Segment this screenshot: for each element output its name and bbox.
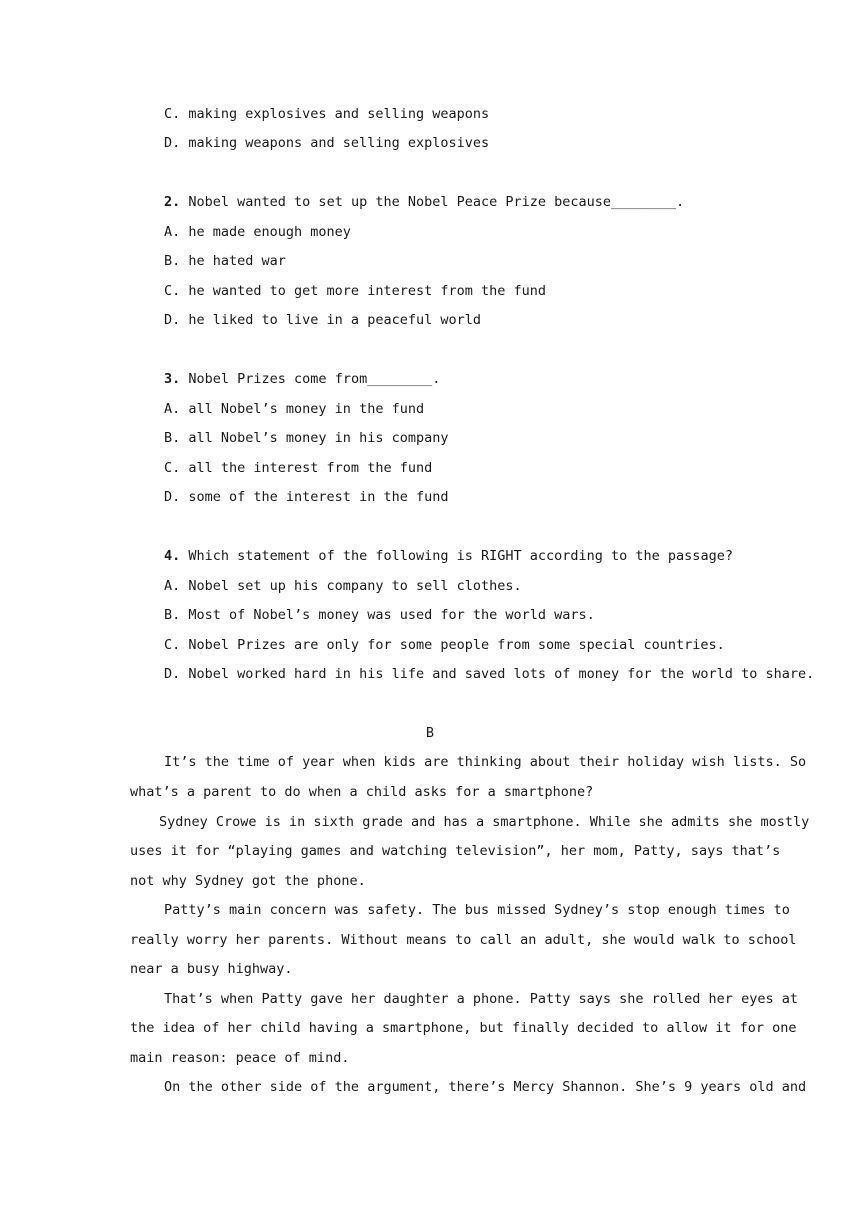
passage-line: Sydney Crowe is in sixth grade and has a smartphone. While she admits she mostly [159,814,810,830]
passage-line: really worry her parents. Without means to call an adult, she would walk to school [130,932,797,948]
q3-number: 3. [164,371,181,387]
passage-line: Patty’s main concern was safety. The bus missed Sydney’s stop enough times to [164,902,790,918]
section-b-heading: B [425,725,435,741]
q4-option-d: D. Nobel worked hard in his life and saved lots of money for the world to share. [164,666,815,682]
q2-option-a: A. he made enough money [164,224,351,240]
q3-text: Nobel Prizes come from________. [180,371,441,387]
passage-line: not why Sydney got the phone. [130,873,366,889]
q1-option-c: C. making explosives and selling weapons [164,106,490,122]
passage-line: main reason: peace of mind. [130,1050,350,1066]
q4-text: Which statement of the following is RIGHT according to the passage? [180,548,733,564]
passage-line: the idea of her child having a smartphone, but finally decided to allow it for one [130,1020,797,1036]
q4-stem [164,546,733,566]
q2-stem [164,192,684,212]
q2-text: Nobel wanted to set up the Nobel Peace Prize because________. [180,194,685,210]
q2-number: 2. [164,194,181,210]
q2-option-c: C. he wanted to get more interest from the fund [164,283,547,299]
q3-option-b: B. all Nobel’s money in his company [164,430,449,446]
passage-line: That’s when Patty gave her daughter a phone. Patty says she rolled her eyes at [164,991,798,1007]
passage-line: uses it for “playing games and watching television”, her mom, Patty, says that’s [130,843,781,859]
passage-line: near a busy highway. [130,961,293,977]
q3-option-a: A. all Nobel’s money in the fund [164,401,425,417]
q3-option-d: D. some of the interest in the fund [164,489,449,505]
q3-option-c: C. all the interest from the fund [164,460,433,476]
q4-option-b: B. Most of Nobel’s money was used for the world wars. [164,607,595,623]
q2-option-b: B. he hated war [164,253,286,269]
q4-number: 4. [164,548,181,564]
passage-line: On the other side of the argument, there’s Mercy Shannon. She’s 9 years old and [164,1079,807,1095]
passage-line: It’s the time of year when kids are thinking about their holiday wish lists. So [164,754,807,770]
q3-stem [164,369,440,389]
q1-option-d: D. making weapons and selling explosives [164,135,490,151]
q4-option-c: C. Nobel Prizes are only for some people from some special countries. [164,637,725,653]
q4-option-a: A. Nobel set up his company to sell clothes. [164,578,522,594]
passage-line: what’s a parent to do when a child asks for a smartphone? [130,784,594,800]
q2-option-d: D. he liked to live in a peaceful world [164,312,481,328]
